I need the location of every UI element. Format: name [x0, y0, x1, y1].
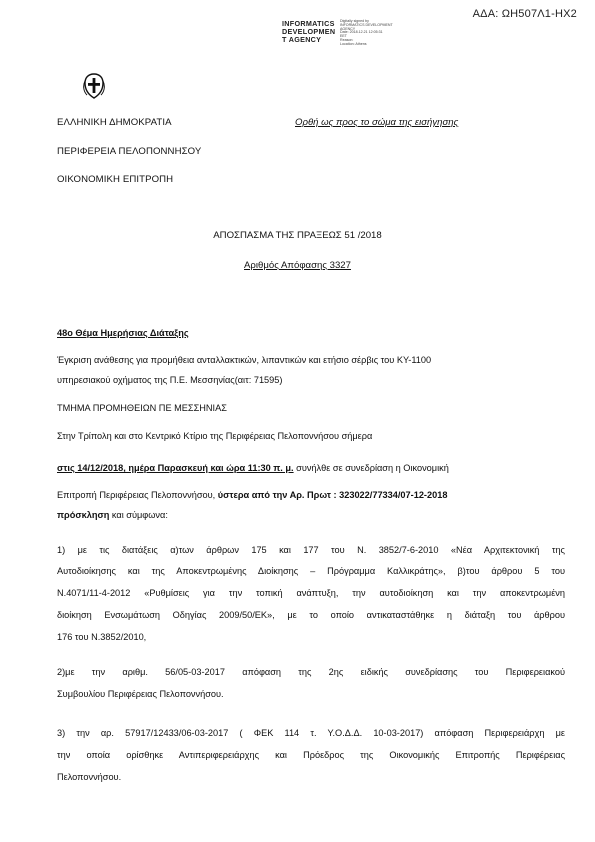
- header-region: ΠΕΡΙΦΕΡΕΙΑ ΠΕΛΟΠΟΝΝΗΣΟΥ: [57, 146, 202, 157]
- header-republic: ΕΛΛΗΝΙΚΗ ΔΗΜΟΚΡΑΤΙΑ: [57, 117, 172, 128]
- decision-number: Αριθμός Απόφασης 3327: [244, 260, 351, 271]
- paragraph-1-line-5: 176 του Ν.3852/2010,: [57, 632, 147, 642]
- header-committee: ΟΙΚΟΝΟΜΙΚΗ ΕΠΙΤΡΟΠΗ: [57, 174, 174, 185]
- paragraph-1-line-2: Αυτοδιοίκησης και της Αποκεντρωμένης Διοίκησης – Πρόγραμμα Καλλικράτης», β)του άρθρου 5 του: [57, 566, 565, 576]
- meeting-line-3: πρόσκληση και σύμφωνα:: [57, 510, 168, 520]
- extract-title: ΑΠΟΣΠΑΣΜΑ ΤΗΣ ΠΡΑΞΕΩΣ 51 /2018: [213, 230, 382, 241]
- ortho-note: Ορθή ως προς το σώμα της εισήγησης: [295, 117, 459, 128]
- agency-logo: [282, 20, 402, 48]
- subject-line-2: υπηρεσιακού οχήματος της Π.Ε. Μεσσηνίας(αιτ: 71595): [57, 375, 283, 385]
- paragraph-1-line-4: διοίκηση Ενσωμάτωση Οδηγίας 2009/50/ΕΚ», με το οποίο αντικαταστάθηκε η διάταξη του άρθρου: [57, 610, 565, 620]
- department: ΤΜΗΜΑ ΠΡΟΜΗΘΕΙΩΝ ΠΕ ΜΕΣΣΗΝΙΑΣ: [57, 403, 227, 413]
- greek-emblem-icon: [83, 73, 105, 99]
- paragraph-1-line-3: Ν.4071/11-4-2012 «Ρυθμίσεις για την τοπική ανάπτυξη, την αυτοδιοίκηση και την αποκεντρωμένη: [57, 588, 565, 598]
- paragraph-2-line-2: Συμβουλίου Περιφέρειας Πελοποννήσου.: [57, 689, 224, 699]
- subject-line-1: Έγκριση ανάθεσης για προμήθεια ανταλλακτικών, λιπαντικών και ετήσιο σέρβις του ΚΥ-1100: [57, 355, 432, 365]
- meeting-line-2: Επιτροπή Περιφέρειας Πελοποννήσου, ύστερα από την Αρ. Πρωτ : 323022/77334/07-12-2018: [57, 490, 448, 500]
- agency-name: INFORMATICS DEVELOPMEN T AGENCY: [282, 19, 336, 44]
- digital-signature-text: Digitally signed by INFORMATICS DEVELOPMENT AGENCY Date: 2018.12.21 12:05:31 EET Reason: Location: Athens: [340, 19, 393, 46]
- ada-code: ΑΔΑ: ΩΗ507Λ1-ΗΧ2: [472, 8, 577, 20]
- meeting-line-1: στις 14/12/2018, ημέρα Παρασκευή και ώρα 11:30 π. μ. συνήλθε σε συνεδρίαση η Οικονομική: [57, 463, 449, 473]
- paragraph-1-line-1: 1) με τις διατάξεις α)των άρθρων 175 και 177 του Ν. 3852/7-6-2010 «Νέα Αρχιτεκτονική της: [57, 545, 565, 555]
- meeting-location: Στην Τρίπολη και στο Κεντρικό Κτίριο της Περιφέρειας Πελοποννήσου σήμερα: [57, 431, 373, 441]
- paragraph-3-line-2: την οποία ορίσθηκε Αντιπεριφερειάρχης και Πρόεδρος της Οικονομικής Επιτροπής Περιφέρειας: [57, 750, 565, 760]
- paragraph-3-line-1: 3) την αρ. 57917/12433/06-03-2017 ( ΦΕΚ 114 τ. Υ.Ο.Δ.Δ. 10-03-2017) απόφαση Περιφερειάρχη με: [57, 728, 565, 738]
- paragraph-2-line-1: 2)με την αριθμ. 56/05-03-2017 απόφαση της 2ης ειδικής συνεδρίασης του Περιφερειακού: [57, 667, 565, 677]
- paragraph-3-line-3: Πελοποννήσου.: [57, 772, 122, 782]
- agenda-item: 48ο Θέμα Ημερήσιας Διάταξης: [57, 328, 189, 338]
